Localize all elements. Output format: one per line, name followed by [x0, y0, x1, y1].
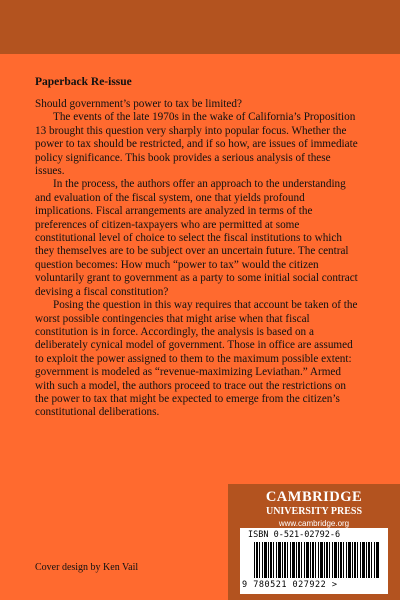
barcode	[240, 528, 388, 594]
isbn-label: ISBN 0-521-02792-6	[248, 530, 341, 540]
blurb-paragraph-3: In the process, the authors offer an approach to the understanding and evaluation of the fiscal system, one that yields profound implications. Fiscal arrangements are analyzed in terms of the preferences of citizen-taxpayers who are permitted at some constitutional level of choice to select the fiscal institutions to which they themselves are to be subject over an uncertain future. The central question becomes: How much “power to tax” would the citizen voluntarily grant to government as a party to some initial social contract devising a fiscal constitution?	[35, 178, 358, 298]
blurb-text	[35, 98, 358, 420]
cover-credit: Cover design by Ken Vail	[35, 562, 139, 573]
top-band	[0, 0, 400, 54]
barcode-digits: 9 780521 027922 >	[242, 580, 338, 590]
blurb-paragraph-4: Posing the question in this way requires that account be taken of the worst possible contingencies that might arise when that fiscal constitution is in force. Accordingly, the analysis is based on a deliberately cynical model of government. Those in office are assumed to exploit the power assigned to them to the maximum possible extent: government is modeled as “revenue-maximizing Leviathan.” Armed with such a model, the authors proceed to trace out the restrictions on the power to tax that might be expected to emerge from the citizen’s constitutional deliberations.	[35, 299, 358, 419]
reissue-heading: Paperback Re-issue	[35, 76, 132, 88]
publisher-name: CAMBRIDGE	[265, 489, 363, 505]
publisher-subtitle: UNIVERSITY PRESS	[265, 506, 363, 517]
blurb-paragraph-1: Should government’s power to tax be limited?	[35, 98, 242, 110]
publisher-url: www.cambridge.org	[278, 519, 350, 528]
blurb-paragraph-2: The events of the late 1970s in the wake of California’s Proposition 13 brought this question very sharply into popular focus. Whether the power to tax should be restricted, and if so how, are issues of immediate policy significance. This book provides a serious analysis of these issues.	[35, 111, 358, 178]
barcode-bars	[254, 542, 380, 578]
